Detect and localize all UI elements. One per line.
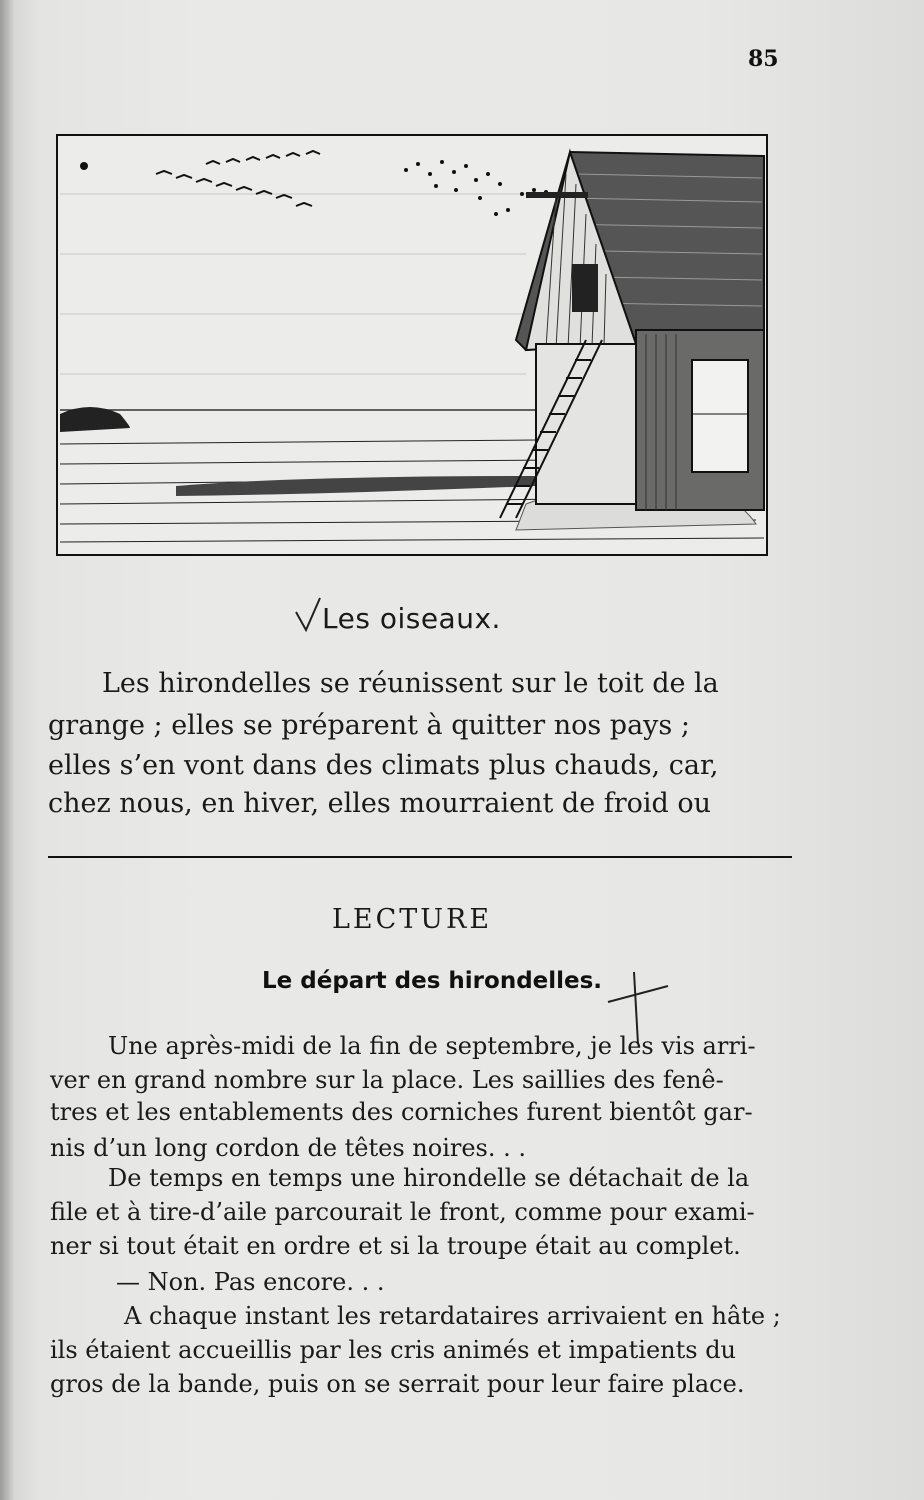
paragraph-line: chez nous, en hiver, elles mourraient de froid ou bbox=[48, 788, 712, 819]
lecture-subtitle: Le départ des hirondelles. bbox=[262, 968, 603, 994]
paragraph-line: elles s’en vont dans des climats plus chauds, car, bbox=[48, 750, 719, 781]
paragraph-line: grange ; elles se préparent à quitter nos pays ; bbox=[48, 710, 690, 741]
lecture-line: — Non. Pas encore. . . bbox=[116, 1268, 385, 1296]
lecture-heading: LECTURE bbox=[332, 904, 493, 935]
lecture-line: ner si tout était en ordre et si la troupe était au complet. bbox=[50, 1232, 741, 1260]
section-divider bbox=[48, 856, 792, 858]
lecture-line: ils étaient accueillis par les cris animés et impatients du bbox=[50, 1336, 737, 1364]
lecture-line: tres et les entablements des corniches furent bientôt gar- bbox=[50, 1098, 753, 1126]
lecture-line: De temps en temps une hirondelle se détachait de la bbox=[108, 1164, 750, 1192]
section-title: Les oiseaux. bbox=[322, 602, 501, 635]
lecture-line: ver en grand nombre sur la place. Les saillies des fenê- bbox=[50, 1066, 724, 1094]
engraving-illustration bbox=[56, 134, 768, 556]
lecture-line: A chaque instant les retardataires arrivaient en hâte ; bbox=[124, 1302, 781, 1330]
lecture-line: nis d’un long cordon de têtes noires. . . bbox=[50, 1134, 527, 1162]
lecture-line: file et à tire-d’aile parcourait le front, comme pour exami- bbox=[50, 1198, 755, 1226]
lecture-line: Une après-midi de la fin de septembre, je les vis arri- bbox=[108, 1032, 756, 1060]
lecture-line: gros de la bande, puis on se serrait pour leur faire place. bbox=[50, 1370, 745, 1398]
book-spine-shadow bbox=[0, 0, 14, 1500]
paragraph-line: Les hirondelles se réunissent sur le toit de la bbox=[102, 668, 719, 699]
page-number: 85 bbox=[748, 46, 779, 72]
